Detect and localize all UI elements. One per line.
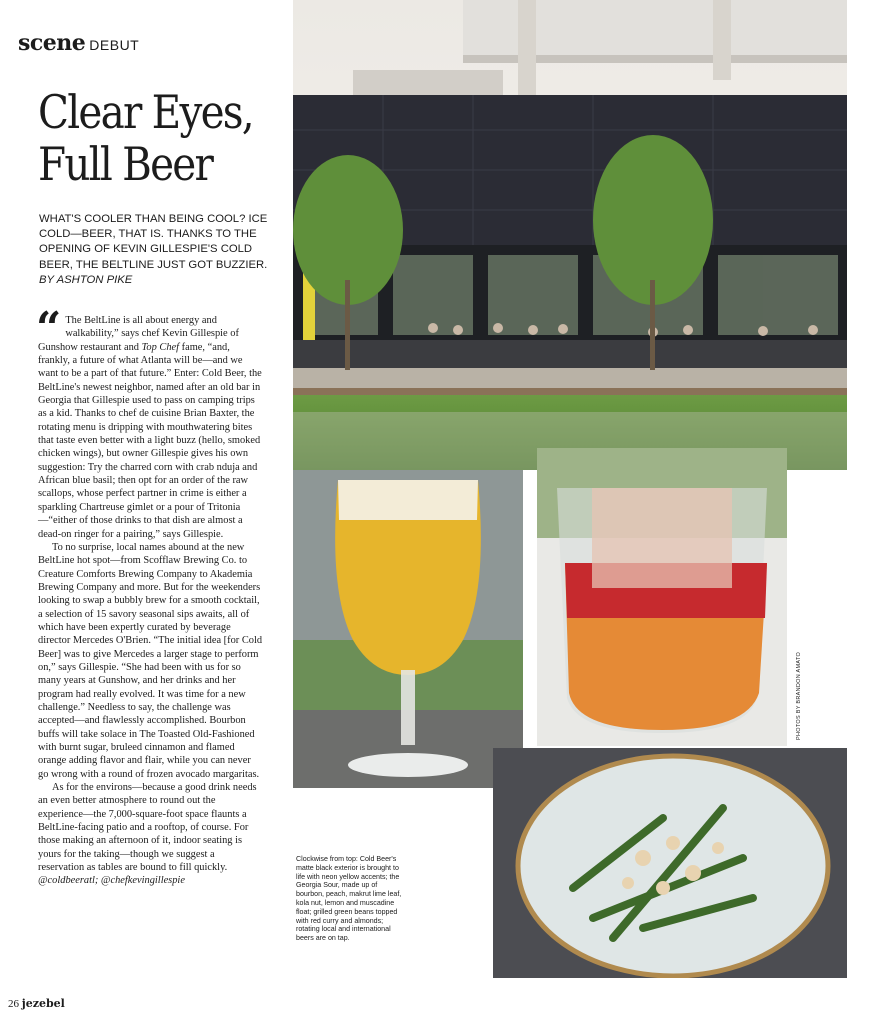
article-body xyxy=(36,303,263,888)
cocktail-photo xyxy=(537,448,787,746)
paragraph-3: As for the environs—because a good drink needs an even better atmosphere to round out the experience—the 7,000-square-foot space flaunts a BeltLine-facing patio and a rooftop, of course. For those making an afternoon of it, indoor seating is yours for the taking—though we suggest a reservation as tables are bound to fill quickly. @coldbeeratl; @chefkevingillespie xyxy=(38,782,257,887)
byline: BY ASHTON PIKE xyxy=(39,273,133,286)
beer-glass-illustration xyxy=(293,470,523,788)
headline-line-2: Full Beer xyxy=(38,137,213,191)
quote-mark-icon: “ xyxy=(36,303,62,354)
green-beans-illustration xyxy=(493,748,847,978)
exterior-illustration xyxy=(293,0,847,470)
show-title: Top Chef xyxy=(141,341,180,353)
section-kicker: scene xyxy=(18,30,86,56)
page-folio xyxy=(8,997,65,1010)
photo-credit: PHOTOS BY BRANDON AMATO xyxy=(796,651,802,740)
exterior-photo xyxy=(293,0,847,470)
paragraph-2: To no surprise, local names abound at the new BeltLine hot spot—from Scofflaw Brewing Co. to Creature Comforts Brewing Company to Akademia Brewing Company and more. But for the weekenders looking to swap a bubbly brew for a smooth cocktail, a selection of 15 savory seasonal sips awaits, all of which have been expertly curated by beverage director Mercedes O'Brien. “The initial idea [for Cold Beer] was to give Mercedes a larger stage to perform on,” says Gillespie. “She had been with us for so many years at Gunshow, and her drinks and her program had really evolved. It was time for a new challenge.” Needless to say, the challenge was accepted—and flawlessly accomplished. Bourbon buffs will take solace in The Toasted Old-Fashioned with burnt sugar, bruleed cinnamon and flamed orange adding flavor and flair, while you can never go wrong with a round of frozen avocado margaritas. xyxy=(38,541,263,780)
headline-line-1: Clear Eyes, xyxy=(38,85,253,139)
publication-name: jezebel xyxy=(21,997,65,1010)
dek xyxy=(39,212,279,288)
photo-caption: Clockwise from top: Cold Beer's matte black exterior is brought to life with neon yellow accents; the Georgia Sour, made up of bourbon, peach, makrut lime leaf, kola nut, lemon and muscadine float; grilled green beans topped with red curry and almonds; rotating local and international beers are on tap. xyxy=(296,855,402,943)
page-number: 26 xyxy=(8,998,19,1010)
section-header xyxy=(18,30,139,56)
beer-photo xyxy=(293,470,523,788)
headline xyxy=(38,85,253,191)
section-subtitle: DEBUT xyxy=(89,37,140,53)
paragraph-1: “ The BeltLine is all about energy and walkability,” says chef Kevin Gillespie of Gunshow restaurant and Top Chef fame, “and, frankly, a future of what Atlanta will be—and we want to be a part of that future.” Enter: Cold Beer, the BeltLine's newest neighbor, named after an old bar in Georgia that Gillespie used to pass on camping trips as a kid. Thanks to chef de cuisine Brian Baxter, the rotating menu is dripping with mouthwatering bites that taste even better with a light buzz (hello, smoked chicken wings), but owner Gillespie gives his own suggestion: Try the charred corn with crab nduja and African blue basil; then opt for an order of the raw scallops, whose perfect partner in crime is either a sparkling Chartreuse gimlet or a pour of Tritonia—“either of those drinks to that dish are almost a dead-on ringer for a pairing,” says Gillespie. xyxy=(36,303,262,540)
social-handles: @coldbeeratl; @chefkevingillespie xyxy=(38,875,185,887)
dek-text: WHAT'S COOLER THAN BEING COOL? ICE COLD—BEER, THAT IS. THANKS TO THE OPENING OF KEVIN GILLESPIE'S COLD BEER, THE BELTLINE JUST GOT BUZZIER. xyxy=(39,213,268,271)
green-beans-photo xyxy=(493,748,847,978)
cocktail-illustration xyxy=(537,448,787,746)
